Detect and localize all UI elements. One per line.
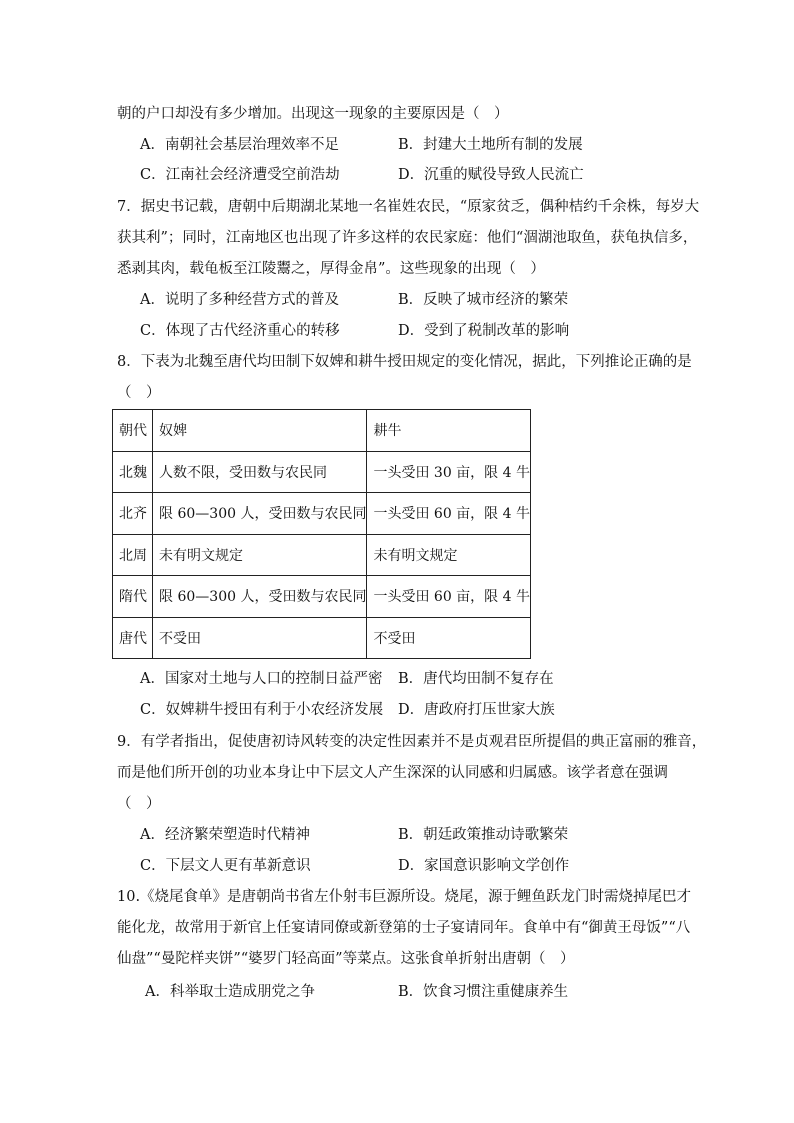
table-header-cell: 耕牛 <box>367 410 531 452</box>
table-row <box>113 451 531 493</box>
q6-option-b: B．封建大土地所有制的发展 <box>398 137 583 153</box>
q9-option-d: D．家国意识影响文学创作 <box>398 858 570 874</box>
q7-stem-line-2: 获其利”；同时，江南地区也出现了许多这样的农民家庭：他们“涸湖池取鱼，获龟执信多， <box>117 230 698 246</box>
q9-option-c: C．下层文人更有革新意识 <box>140 858 311 874</box>
table-cell: 人数不限，受田数与农民同 <box>153 451 367 493</box>
q6-option-a: A．南朝社会基层治理效率不足 <box>140 137 339 153</box>
q8-stem-line-2: （ ） <box>117 385 161 401</box>
table-cell: 限 60—300 人，受田数与农民同 <box>153 493 367 535</box>
q8-option-a: A．国家对土地与人口的控制日益严密 <box>140 671 383 687</box>
q10-stem-line-1: 10.《烧尾食单》是唐朝尚书省左仆射韦巨源所设。烧尾，源于鲤鱼跃龙门时需烧掉尾巴才 <box>117 889 692 905</box>
table-cell: 一头受田 60 亩，限 4 牛 <box>367 493 531 535</box>
q7-stem-line-3: 悉剥其肉，载龟板至江陵鬻之，厚得金帛”。这些现象的出现（ ） <box>117 261 545 277</box>
table-cell: 北魏 <box>113 451 153 493</box>
table-cell: 北周 <box>113 534 153 576</box>
q8-option-d: D．唐政府打压世家大族 <box>398 702 555 718</box>
q7-option-c: C．体现了古代经济重心的转移 <box>140 323 340 339</box>
table-row <box>113 493 531 535</box>
q10-stem-line-3: 仙盘”“曼陀样夹饼”“婆罗门轻高面”等菜点。这张食单折射出唐朝（ ） <box>117 951 575 967</box>
q7-stem-line-1: 7．据史书记载，唐朝中后期湖北某地一名崔姓农民，“原家贫乏，偶种桔约千余株，每岁大 <box>117 199 700 215</box>
table-row <box>113 534 531 576</box>
table-header-cell: 朝代 <box>113 410 153 452</box>
table-cell: 未有明文规定 <box>367 534 531 576</box>
table-cell: 隋代 <box>113 576 153 618</box>
q7-option-a: A．说明了多种经营方式的普及 <box>140 292 339 308</box>
q7-option-b: B．反映了城市经济的繁荣 <box>398 292 569 308</box>
q7-option-d: D．受到了税制改革的影响 <box>398 323 570 339</box>
q8-option-c: C．奴婢耕牛授田有利于小农经济发展 <box>140 702 384 718</box>
table-cell: 唐代 <box>113 617 153 659</box>
q6-stem: 朝的户口却没有多少增加。出现这一现象的主要原因是（ ） <box>117 106 509 122</box>
table-row <box>113 617 531 659</box>
q9-stem-line-1: 9．有学者指出，促使唐初诗风转变的决定性因素并不是贞观君臣所提倡的典正富丽的雅音， <box>117 734 707 750</box>
table-cell: 北齐 <box>113 493 153 535</box>
q9-stem-line-3: （ ） <box>117 796 161 812</box>
q8-table <box>112 409 531 659</box>
table-cell: 一头受田 60 亩，限 4 牛 <box>367 576 531 618</box>
q8-option-b: B．唐代均田制不复存在 <box>398 671 554 687</box>
q10-stem-line-2: 能化龙，故常用于新官上任宴请同僚或新登第的士子宴请同年。食单中有“御黄王母饭”“八 <box>117 920 691 936</box>
table-cell: 一头受田 30 亩，限 4 牛 <box>367 451 531 493</box>
table-row <box>113 576 531 618</box>
table-header-row <box>113 410 531 452</box>
table-cell: 不受田 <box>367 617 531 659</box>
table-cell: 未有明文规定 <box>153 534 367 576</box>
table-header-cell: 奴婢 <box>153 410 367 452</box>
q6-option-d: D．沉重的赋役导致人民流亡 <box>398 167 584 183</box>
table-cell: 限 60—300 人，受田数与农民同 <box>153 576 367 618</box>
q9-option-b: B．朝廷政策推动诗歌繁荣 <box>398 827 569 843</box>
table-cell: 不受田 <box>153 617 367 659</box>
q9-stem-line-2: 而是他们所开创的功业本身让中下层文人产生深深的认同感和归属感。该学者意在强调 <box>117 765 668 781</box>
q8-stem-line-1: 8．下表为北魏至唐代均田制下奴婢和耕牛授田规定的变化情况，据此，下列推论正确的是 <box>117 354 692 370</box>
q10-option-a: A．科举取士造成朋党之争 <box>145 984 315 1000</box>
q9-option-a: A．经济繁荣塑造时代精神 <box>140 827 310 843</box>
q6-option-c: C．江南社会经济遭受空前浩劫 <box>140 167 340 183</box>
q10-option-b: B．饮食习惯注重健康养生 <box>398 984 569 1000</box>
